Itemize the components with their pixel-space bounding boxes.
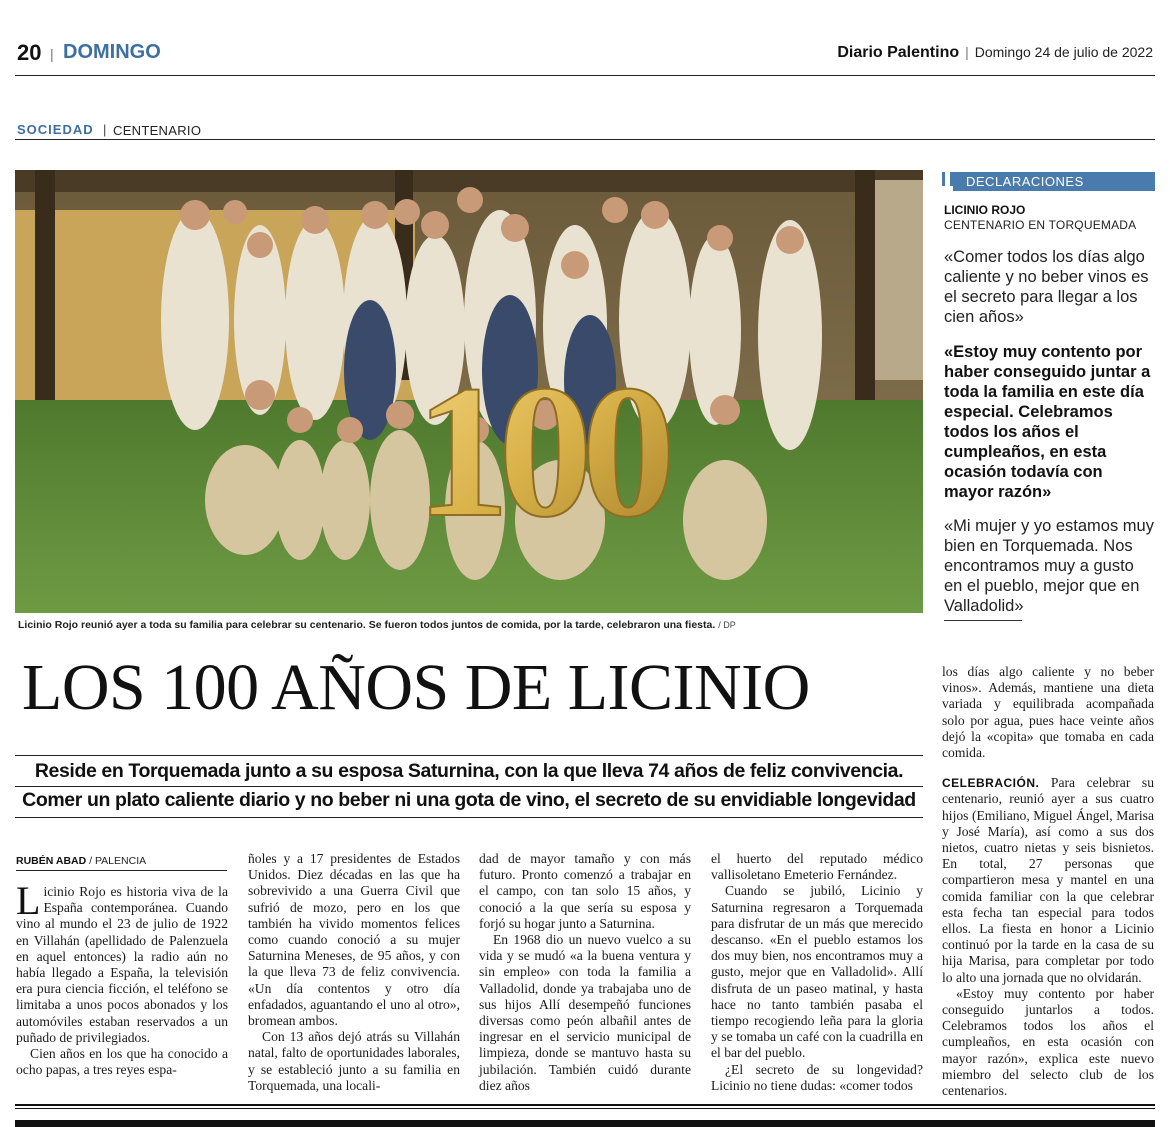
article-paragraph: En 1968 dio un nuevo vuelco a su vida y se mudó «a la buena ventura y sin empleo» con toda la familia a Valladolid, donde ya trabajaba uno de sus hijos Allí desempeñó funciones diversas como peón albañil antes de ingresar en el servicio municipal de limpieza, donde se mantuvo hasta su jubilación. También cuidó durante diez años (479, 932, 691, 1093)
dropcap: L (16, 878, 41, 923)
sidebar-quote: «Comer todos los días algo caliente y no beber vinos es el secreto para llegar a los cien años» (944, 248, 1149, 326)
article-paragraph (942, 775, 1154, 986)
family-photo (15, 170, 923, 613)
footer-rule (15, 1104, 1155, 1106)
article-paragraph: ¿El secreto de su longevidad? Licinio no tiene dudas: «comer todos (711, 1061, 923, 1093)
article-column-3 (479, 851, 691, 1094)
section-bar (15, 122, 1155, 140)
balloon-number: 100 (415, 347, 664, 557)
author-name: RUBÉN ABAD (16, 855, 87, 867)
article-paragraph: «Estoy muy contento por haber conseguido juntarlos a todos. Celebramos todos los años el cumpleaños, en esta ocasión con mayor razón», explica este nuevo miembro del selecto club de los centenarios. (942, 985, 1154, 1099)
article-column-1 (16, 878, 228, 1078)
article-column-2 (248, 851, 460, 1094)
sidebar-quote-highlight: «Estoy muy contento por haber conseguido juntar a toda la familia en este día especial. Celebramos todos los años el cumpleaños, en esta ocasión todavía con mayor razón» (944, 343, 1151, 501)
issue-date: Domingo 24 de julio de 2022 (974, 44, 1153, 60)
interviewee-name: LICINIO ROJO (944, 203, 1026, 217)
page-header (15, 40, 1155, 76)
header-separator: | (965, 44, 969, 60)
declaraciones-bar (942, 172, 1155, 191)
photo-caption (18, 619, 923, 631)
article-column-5 (942, 664, 1154, 1099)
quote-mark-icon-base (942, 186, 953, 191)
header-right (837, 44, 1153, 62)
article-paragraph: Cien años en los que ha conocido a ocho papas, a tres reyes espa- (16, 1046, 228, 1078)
article-paragraph: Con 13 años dejó atrás su Villahán natal, falto de oportunidades laborales, y se estableció junto a su familia en Torquemada, una locali- (248, 1029, 460, 1093)
headline: LOS 100 AÑOS DE LICINIO (22, 651, 810, 724)
subhead-rule (15, 786, 923, 787)
sidebar-rule (944, 620, 1022, 621)
next-page-strip (15, 1120, 1155, 1127)
header-separator: | (50, 46, 54, 62)
declaraciones-label: DECLARACIONES (966, 174, 1084, 189)
paragraph-text: icinio Rojo es historia viva de la España contemporánea. Cuando vino al mundo el 23 de julio de 1922 en Villahán (apellidado de Palenzuela en aquel entonces) la radio aún no había llegado a España, la televisión era pura ciencia ficción, el teléfono se limitaba a unos pocos abonados y los automóviles estaban reservados a un puñado de privilegiados. (16, 884, 228, 1045)
header-section: DOMINGO (63, 41, 161, 63)
newspaper-name: Diario Palentino (837, 44, 960, 61)
photo-credit: / DP (718, 620, 736, 630)
sidebar-quote: «Mi mujer y yo estamos muy bien en Torquemada. Nos encontramos muy a gusto en el pueblo, mejor que en Valladolid» (944, 517, 1154, 615)
article-paragraph (16, 878, 228, 1046)
subhead-rule (15, 755, 923, 756)
section-separator: | (103, 122, 107, 137)
article-paragraph: dad de mayor tamaño y con más futuro. Pronto comenzó a trabajar en el campo, con tan solo 15 años, y conoció a la que sería su esposa y forjó su hogar junto a Saturnina. (479, 851, 691, 931)
subsection-name: CENTENARIO (113, 123, 202, 138)
subhead-rule (15, 817, 923, 818)
subheadline: Reside en Torquemada junto a su esposa Saturnina, con la que lleva 74 años de feliz convivencia. (34, 760, 904, 782)
footer-rule (15, 1108, 1155, 1109)
subheadline: Comer un plato caliente diario y no beber ni una gota de vino, el secreto de su envidiable longevidad (22, 789, 916, 811)
author-location: / PALENCIA (89, 855, 147, 867)
interviewee-role: CENTENARIO EN TORQUEMADA (944, 218, 1137, 232)
article-paragraph: los días algo caliente y no beber vinos». Además, mantiene una dieta variada y equilibrada acompañada solo por agua, pues hace veinte años dejó la «copita» que tomaba en cada comida. (942, 664, 1154, 761)
paragraph-text: Para celebrar su centenario, reunió ayer a sus cuatro hijos (Emiliano, Miguel Ángel, Marisa y José María), así como a sus dos nietos, cuatro nietas y seis bisnietos. En total, 27 personas que compartieron mesa y mantel en una comida familiar con la que celebrar esta fecha tan especial para todos ellos. La fiesta en honor a Licinio continuó por la tarde en la casa de su hija Marisa, para completar por todo lo alto una jornada que no olvidarán. (942, 775, 1154, 985)
article-paragraph: Cuando se jubiló, Licinio y Saturnina regresaron a Torquemada para disfrutar de un más que merecido descanso. «En el pueblo estamos los dos muy bien, nos encontramos muy a gusto, mejor que en Valladolid». Allí disfruta de un paseo matinal, y hasta hace no tanto también pasaba el tiempo recogiendo leña para la gloria y se tomaba un café con la cuadrilla en el bar del pueblo. (711, 883, 923, 1061)
article-paragraph: el huerto del reputado médico vallisoletano Emeterio Fernández. (711, 851, 923, 883)
section-kicker: CELEBRACIÓN. (942, 776, 1040, 791)
caption-text: Licinio Rojo reunió ayer a toda su familia para celebrar su centenario. Se fueron todos juntos de comida, por la tarde, celebraron una fiesta. (18, 619, 716, 631)
family-photo-illustration (15, 170, 923, 613)
page-number: 20 (17, 40, 42, 65)
article-paragraph: ñoles y a 17 presidentes de Estados Unidos. Diez décadas en las que ha sobrevivido a una Guerra Civil que sufrió de mozo, pero en los que también ha vivido momentos felices como cuando conoció a su mujer Saturnina Meneses, de 95 años, y con la que lleva 73 de feliz convivencia. «Un día contentos y otro día enfadados, aguantando el uno al otro», bromean ambos. (248, 851, 460, 1029)
byline (16, 855, 227, 871)
section-name: SOCIEDAD (17, 122, 94, 137)
article-column-4 (711, 851, 923, 1094)
